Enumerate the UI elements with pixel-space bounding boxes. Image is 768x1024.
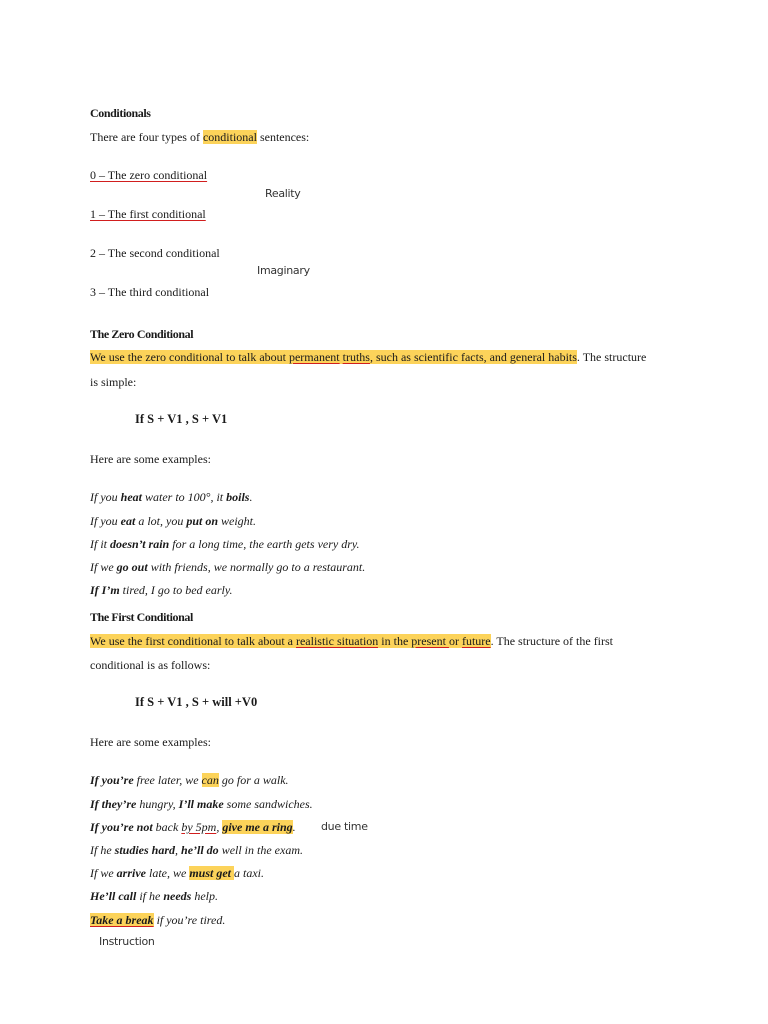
handwritten-note-due-time: due time xyxy=(321,820,368,833)
first-example-5: If we arrive late, we must get a taxi. xyxy=(90,866,264,880)
first-example-3: If you’re not back by 5pm, give me a ring. xyxy=(90,820,296,834)
zero-example-1: If you heat water to 100°, it boils. xyxy=(90,490,253,504)
zero-description: We use the zero conditional to talk about permanent truths, such as scientific facts, and general habits. The structure xyxy=(90,350,647,364)
zero-example-2: If you eat a lot, you put on weight. xyxy=(90,514,257,528)
section-title-zero: The Zero Conditional xyxy=(90,327,194,341)
intro-line: There are four types of conditional sentences: xyxy=(90,130,310,144)
zero-example-4: If we go out with friends, we normally go to a restaurant. xyxy=(90,560,366,574)
zero-example-5: If I’m tired, I go to bed early. xyxy=(90,583,233,597)
type-zero: 0 – The zero conditional xyxy=(90,168,208,182)
zero-description-cont: is simple: xyxy=(90,375,137,389)
first-example-4: If he studies hard, he’ll do well in the exam. xyxy=(90,843,303,857)
first-example-6: He’ll call if he needs help. xyxy=(90,889,218,903)
handwritten-note-instruction: Instruction xyxy=(99,935,155,948)
highlight-conditional: conditional xyxy=(202,130,257,144)
first-description-cont: conditional is as follows: xyxy=(90,658,211,672)
first-examples-label: Here are some examples: xyxy=(90,735,211,749)
first-example-1: If you’re free later, we can go for a walk. xyxy=(90,773,289,787)
handwritten-note-reality: Reality xyxy=(265,187,301,200)
first-description: We use the first conditional to talk about a realistic situation in the present or future. The structure of the first xyxy=(90,634,614,648)
section-title-first: The First Conditional xyxy=(90,610,193,624)
zero-formula: If S + V1 , S + V1 xyxy=(135,412,228,426)
handwritten-note-imaginary: Imaginary xyxy=(257,264,310,277)
first-example-7: Take a break if you’re tired. xyxy=(90,913,226,927)
section-title-conditionals: Conditionals xyxy=(90,106,151,120)
first-example-2: If they’re hungry, I’ll make some sandwiches. xyxy=(90,797,313,811)
type-third: 3 – The third conditional xyxy=(90,285,210,299)
type-first: 1 – The first conditional xyxy=(90,207,206,221)
zero-examples-label: Here are some examples: xyxy=(90,452,211,466)
first-formula: If S + V1 , S + will +V0 xyxy=(135,695,258,709)
zero-example-3: If it doesn’t rain for a long time, the earth gets very dry. xyxy=(90,537,360,551)
type-second: 2 – The second conditional xyxy=(90,246,220,260)
